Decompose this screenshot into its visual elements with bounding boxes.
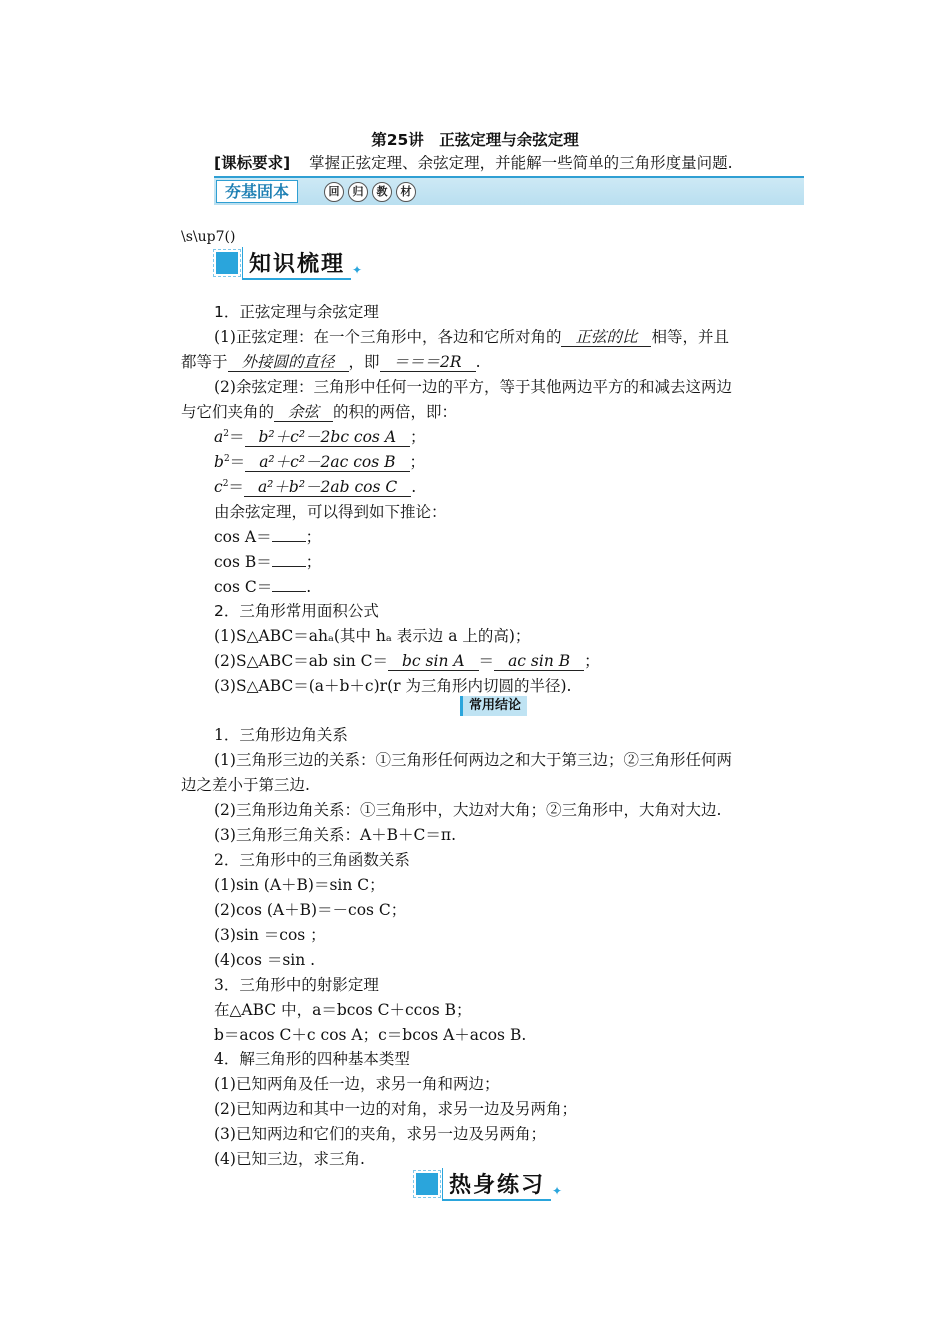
text-line: (3)三角形三角关系：A＋B＋C＝π. — [214, 826, 457, 844]
text: (1)正弦定理：在一个三角形中，各边和它所对角的 — [214, 328, 562, 346]
answer-blank: ＝＝＝2R — [380, 353, 476, 372]
text-line: (2)三角形边角关系：①三角形中，大边对大角；②三角形中，大角对大边. — [214, 801, 722, 819]
answer-blank: ac sin B — [494, 652, 584, 671]
formula-line: cos C＝ . — [214, 578, 312, 596]
text: cos C＝ — [214, 578, 273, 596]
text: ，即 — [348, 353, 380, 371]
section-heading-warmup — [416, 1168, 562, 1200]
section-banner — [214, 176, 804, 205]
section-heading-knowledge — [216, 247, 362, 279]
text: 都等于 — [181, 353, 228, 371]
section-square-icon — [416, 1173, 438, 1195]
answer-blank: a²＋c²－2ac cos B — [245, 453, 409, 472]
text-line: 由余弦定理，可以得到如下推论： — [214, 503, 447, 521]
text: cos B＝ — [214, 553, 272, 571]
banner-char: 材 — [396, 182, 416, 202]
text: (2)S△ABC＝ab sin C＝ — [214, 652, 388, 670]
banner-char: 归 — [348, 182, 368, 202]
banner-title: 夯基固本 — [216, 180, 298, 203]
text-line: (4)已知三边，求三角. — [214, 1150, 365, 1168]
formula-line: (1)S△ABC＝ahₐ(其中 hₐ 表示边 a 上的高)； — [214, 627, 531, 645]
text-line — [181, 351, 481, 373]
answer-blank: 正弦的比 — [561, 328, 651, 347]
text-line: (2)余弦定理：三角形中任何一边的平方，等于其他两边平方的和减去这两边 — [214, 378, 732, 396]
heading: 1．正弦定理与余弦定理 — [214, 303, 379, 321]
text-line: (1)三角形三边的关系：①三角形任何两边之和大于第三边；②三角形任何两 — [214, 751, 732, 769]
text: . — [475, 353, 481, 371]
formula-line: $b^2= a^2+c^2-2ac$ cos B ； — [214, 453, 426, 471]
leaf-icon: ✦ — [552, 1184, 563, 1198]
answer-blank: 余弦 — [274, 403, 333, 422]
banner-char: 回 — [324, 182, 344, 202]
text-line: (3)已知两边和它们的夹角，求另一边及另两角； — [214, 1125, 546, 1143]
formula-line: 在△ABC 中，a＝bcos C＋ccos B； — [214, 1001, 472, 1019]
text-line — [181, 401, 457, 423]
section-heading-text: 知识梳理 — [242, 247, 351, 280]
page-title: 第25讲 正弦定理与余弦定理 — [371, 131, 579, 149]
formula-line: (1)sin (A＋B)＝sin C； — [214, 876, 385, 894]
text-line: (2)已知两边和其中一边的对角，求另一边及另两角； — [214, 1100, 577, 1118]
answer-blank: a²＋b²－2ab cos C — [244, 478, 411, 497]
text: cos A＝ — [214, 528, 272, 546]
heading: 2．三角形常用面积公式 — [214, 602, 379, 620]
common-conclusions-tag: 常用结论 — [460, 696, 527, 716]
requirement-text: 掌握正弦定理、余弦定理，并能解一些简单的三角形度量问题. — [309, 154, 733, 172]
leaf-icon: ✦ — [352, 263, 363, 277]
formula-line — [214, 650, 600, 672]
answer-blank: 外接圆的直径 — [228, 353, 349, 372]
formula-line: cos B＝ ； — [214, 553, 322, 571]
banner-subtitle — [324, 182, 416, 202]
formula-line: (3)S△ABC＝(a＋b＋c)r(r 为三角形内切圆的半径). — [214, 677, 572, 695]
requirement-line — [214, 152, 733, 174]
answer-blank — [272, 591, 306, 592]
formula-line: $c^2= a^2+b^2-2ab$ cos C . — [214, 478, 417, 496]
heading: 4．解三角形的四种基本类型 — [214, 1050, 410, 1068]
text-line: (1)已知两角及任一边，求另一角和两边； — [214, 1075, 500, 1093]
answer-blank — [272, 566, 306, 567]
answer-blank: b²＋c²－2bc cos A — [245, 428, 411, 447]
formula-line: (4)cos ＝sin . — [214, 951, 316, 969]
formula-line: $a^2= b^2+c^2-2bc$ cos A ； — [214, 428, 426, 446]
heading: 2．三角形中的三角函数关系 — [214, 851, 410, 869]
text: ＝ — [478, 652, 495, 670]
text: ； — [584, 652, 600, 670]
text: 的积的两倍，即： — [333, 403, 458, 421]
answer-blank: bc sin A — [388, 652, 479, 671]
section-heading-text: 热身练习 — [442, 1168, 551, 1201]
formula-line: (3)sin ＝cos ； — [214, 926, 326, 944]
answer-blank — [272, 541, 306, 542]
stray-code-text: \s\up7() — [181, 229, 236, 245]
formula-line: cos A＝ ； — [214, 528, 322, 546]
formula-line: b＝acos C＋c cos A；c＝bcos A＋acos B. — [214, 1026, 527, 1044]
text: 相等，并且 — [651, 328, 729, 346]
text-line — [214, 326, 729, 348]
text-line: 边之差小于第三边. — [181, 776, 310, 794]
banner-char: 教 — [372, 182, 392, 202]
formula-var: c — [214, 478, 223, 496]
heading: 1．三角形边角关系 — [214, 726, 348, 744]
heading: 3．三角形中的射影定理 — [214, 976, 379, 994]
formula-var: b — [214, 453, 224, 471]
text: 与它们夹角的 — [181, 403, 275, 421]
formula-var: a — [214, 428, 224, 446]
formula-line: (2)cos (A＋B)＝－cos C； — [214, 901, 407, 919]
requirement-label: [课标要求] — [214, 154, 291, 172]
section-square-icon — [216, 252, 238, 274]
